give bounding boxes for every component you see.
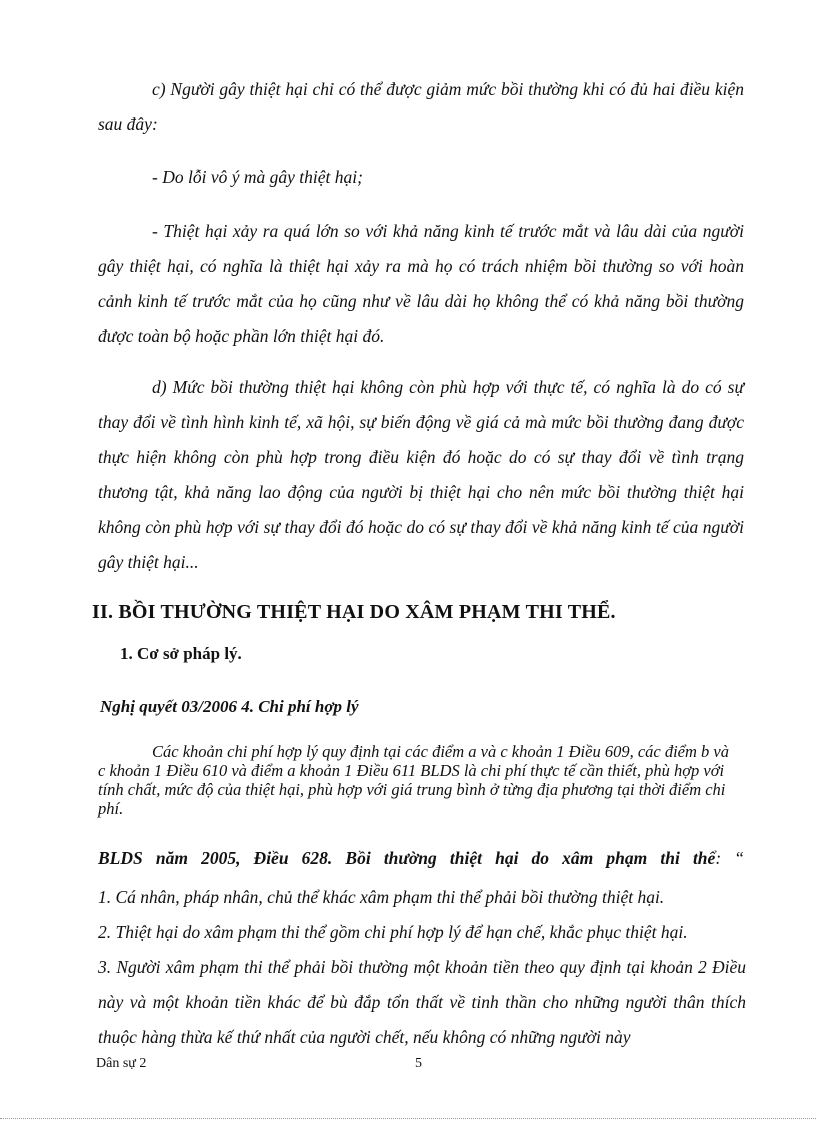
paragraph-dash-2: - Thiệt hại xảy ra quá lớn so với khả năng kinh tế trước mắt và lâu dài của người gây thiệt hại, có nghĩa là thiệt hại xảy ra mà họ có trách nhiệm bồi thường so với hoàn cảnh kinh tế trước mắt của họ cũng như về lâu dài họ không thể có khả năng bồi thường được toàn bộ hoặc phần lớn thiệt hại đó. — [98, 221, 744, 346]
paragraph-dash-1: - Do lỗi vô ý mà gây thiệt hại; — [152, 167, 363, 187]
resolution-heading: Nghị quyết 03/2006 4. Chi phí hợp lý — [100, 697, 359, 716]
footer-label: Dân sự 2 — [96, 1056, 147, 1071]
blds-article-quote-open: : “ — [715, 848, 744, 868]
subsection-heading: 1. Cơ sở pháp lý. — [120, 644, 242, 663]
page-number: 5 — [415, 1056, 422, 1071]
blds-article-intro — [98, 848, 744, 869]
resolution-text: Các khoản chi phí hợp lý quy định tại các điểm a và c khoản 1 Điều 609, các điểm b và c khoản 1 Điều 610 và điểm a khoản 1 Điều 611 BLDS là chi phí thực tế cần thiết, phù hợp với tính chất, mức độ của thiệt hại, phù hợp với giá trung bình ở từng địa phương tại thời điểm chi phí. — [98, 742, 729, 818]
list-item: 3. Người xâm phạm thi thể phải bồi thường một khoản tiền theo quy định tại khoản 2 Điều này và một khoản tiền khác để bù đắp tổn thất về tinh thần cho những người thân thích thuộc hàng thừa kế thứ nhất của người chết, nếu không có những người này — [98, 957, 746, 1047]
section-heading: II. BỒI THƯỜNG THIỆT HẠI DO XÂM PHẠM THI THỂ. — [92, 601, 616, 623]
list-item: 2. Thiệt hại do xâm phạm thi thể gồm chi phí hợp lý để hạn chế, khắc phục thiệt hại. — [98, 922, 688, 942]
paragraph-d: d) Mức bồi thường thiệt hại không còn phù hợp với thực tế, có nghĩa là do có sự thay đổi về tình hình kinh tế, xã hội, sự biến động về giá cả mà mức bồi thường đang được thực hiện không còn phù hợp trong điều kiện đó hoặc do có sự thay đổi về tình trạng thương tật, khả năng lao động của người bị thiệt hại cho nên mức bồi thường thiệt hại không còn phù hợp với sự thay đổi đó hoặc do có sự thay đổi về khả năng kinh tế của người gây thiệt hại... — [98, 377, 744, 572]
blds-article-items — [98, 880, 746, 1055]
list-item: 1. Cá nhân, pháp nhân, chủ thể khác xâm phạm thi thể phải bồi thường thiệt hại. — [98, 887, 665, 907]
paragraph-c: c) Người gây thiệt hại chỉ có thể được giảm mức bồi thường khi có đủ hai điều kiện sau đây: — [98, 79, 744, 134]
blds-article-title: BLDS năm 2005, Điều 628. Bồi thường thiệt hại do xâm phạm thi thể — [98, 848, 716, 868]
page-bottom-divider — [0, 1118, 816, 1119]
